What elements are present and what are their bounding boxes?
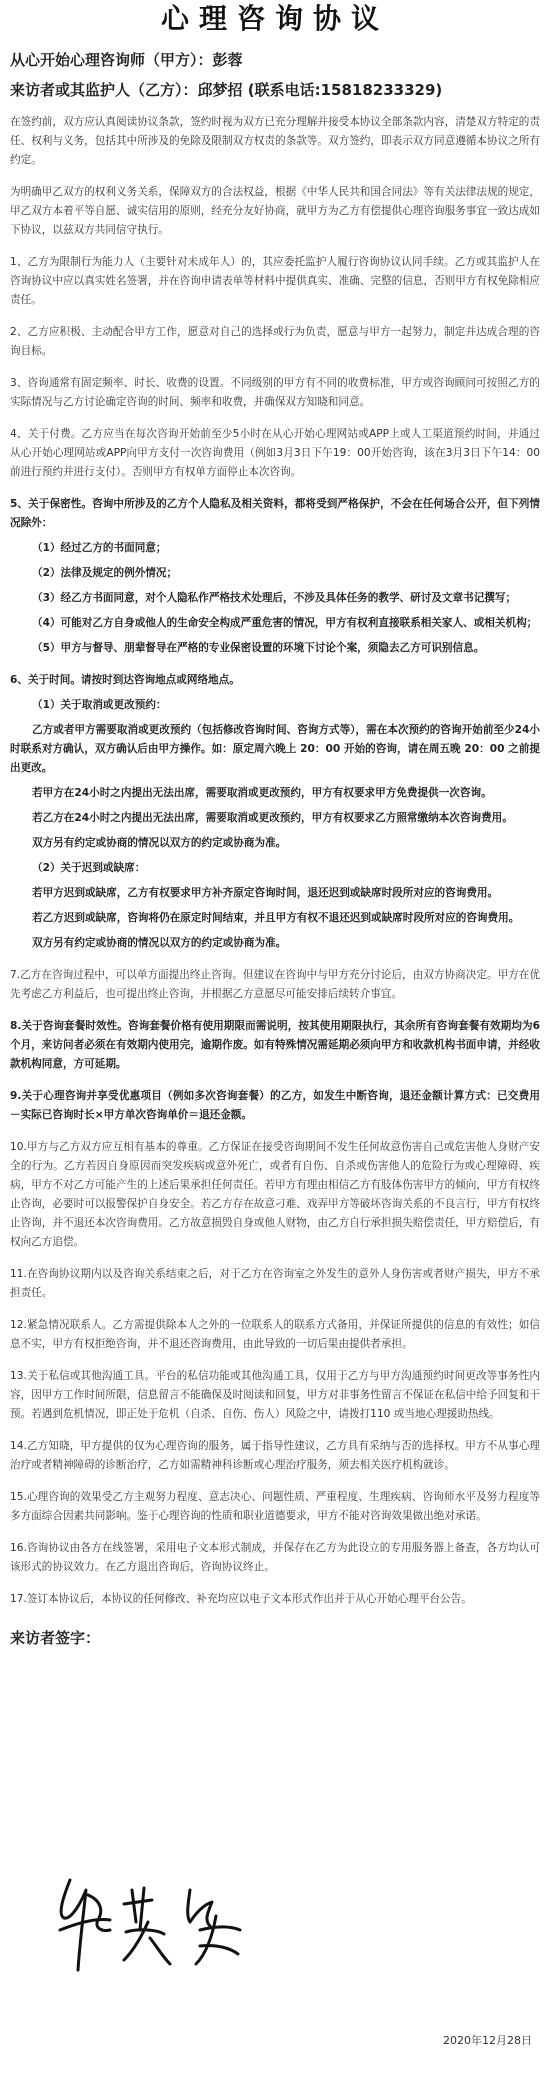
clause-9: 9.关于心理咨询并享受优惠项目（例如多次咨询套餐）的乙方，如发生中断咨询，退还金额计算方式：已交费用－实际已咨询时长×甲方单次咨询单价＝退还金额。 <box>10 1090 540 1121</box>
clause-10: 10.甲方与乙方双方应互相有基本的尊重。乙方保证在接受咨询期间不发生任何故意伤害自己或危害他人身财产安全的行为。乙方若因自身原因而突发疾病或意外死亡，或者有自伤、自杀或伤害他人的危险行为或心理障碍、疾病，甲方不对乙方可能产生的上述后果承担任何责任。若甲方有理由相信乙方有肢体伤害甲方的倾向，甲方有权终止咨询，必要时可以报警保护自身安全。若乙方存在故意刁难、戏弄甲方等破坏咨询关系的不良言行，甲方有权终止咨询，并不退还本次咨询费用。乙方故意损毁自身或他人财物，由乙方自行承担损失赔偿责任，甲方赔偿后，有权向乙方追偿。 <box>10 1141 540 1248</box>
clause-3: 3、咨询通常有固定频率、时长、收费的设置。不同级别的甲方有不同的收费标准，甲方或咨询顾问可按照乙方的实际情况与乙方讨论确定咨询的时间、频率和收费，并确保双方知晓和同意。 <box>10 377 540 408</box>
clause-11: 11.在咨询协议期内以及咨询关系结束之后，对于乙方在咨询室之外发生的意外人身伤害或者财产损失，甲方不承担责任。 <box>10 1268 540 1299</box>
clause-7: 7.乙方在咨询过程中，可以单方面提出终止咨询。但建议在咨询中与甲方充分讨论后，由双方协商决定。甲方在优先考虑乙方利益后，也可提出终止咨询，并根据乙方意愿尽可能安排后续转介事宜。 <box>10 969 540 1000</box>
clause-6-sub-2: （2）关于迟到或缺席： <box>32 862 146 874</box>
clause-6-sub-2-other: 双方另有约定或协商的情况以双方的约定或协商为准。 <box>32 937 287 949</box>
clause-5: 5、关于保密性。咨询中所涉及的乙方个人隐私及相关资料，都将受到严格保护，不会在任何场合公开，但下列情况除外： <box>10 498 540 529</box>
page-title: 心理咨询协议 <box>160 2 389 35</box>
clause-5-item-2: （2）法律及规定的例外情况； <box>32 567 178 579</box>
clause-1: 1、乙方为限制行为能力人（主要针对未成年人）的，其应委托监护人履行咨询协议认同手续。乙方或其监护人在咨询协议中应以真实姓名签署，并在咨询申请表单等材料中提供真实、准确、完整的信息，否则甲方有权免除相应责任。 <box>10 256 540 306</box>
clause-15: 15.心理咨询的效果受乙方主观努力程度、意志决心、问题性质、严重程度、生理疾病、咨询师水平及努力程度等多方面综合因素共同影响。鉴于心理咨询的性质和职业道德要求，甲方不能对咨询效果做出绝对承诺。 <box>10 1491 540 1522</box>
clause-12: 12.紧急情况联系人。乙方需提供除本人之外的一位联系人的联系方式备用，并保证所提供的信息的有效性；如信息不实，甲方有权拒绝咨询，并不退还咨询费用，由此导致的一切后果由提供者承担。 <box>10 1319 540 1350</box>
clause-5-item-1: （1）经过乙方的书面同意； <box>32 542 167 554</box>
clause-13: 13.关于私信或其他沟通工具。平台的私信功能或其他沟通工具，仅用于乙方与甲方沟通预约时间更改等事务性内容，因甲方工作时间所限，信息留言不能确保及时阅读和回复，甲方对非事务性留言不保证在私信中给予回复和干预。若遇到危机情况，即正处于危机（自杀、自伤、伤人）风险之中，请拨打110 或当地心理援助热线。 <box>10 1370 540 1420</box>
preamble-paragraph: 在签约前，双方应认真阅读协议条款，签约时视为双方已充分理解并接受本协议全部条款内容，清楚双方特定的责任、权利与义务，包括其中所涉及的免除及限制双方权责的条款等。双方签约，即表示双方同意遵循本协议之所有约定。 <box>10 116 540 166</box>
handwritten-signature <box>40 1860 270 1990</box>
basis-paragraph: 为明确甲乙双方的权利义务关系，保障双方的合法权益，根据《中华人民共和国合同法》等有关法律法规的规定，甲乙双方本着平等自愿、诚实信用的原则，经充分友好协商，就甲方为乙方有偿提供心理咨询服务事宜一致达成如下协议，以兹双方共同信守执行。 <box>10 186 540 236</box>
clause-2: 2、乙方应积极、主动配合甲方工作，愿意对自己的选择或行为负责，愿意与甲方一起努力，制定并达成合理的咨询目标。 <box>10 326 540 357</box>
clause-17: 17.签订本协议后，本协议的任何修改、补充均应以电子文本形式作出并于从心开始心理平台公告。 <box>10 1593 472 1605</box>
counselor-line: 从心开始心理咨询师（甲方）：彭蓉 <box>10 51 243 69</box>
clause-8: 8.关于咨询套餐时效性。咨询套餐价格有使用期限而需说明，按其使用期限执行，其余所有咨询套餐有效期均为6个月，来访问者必须在有效期内使用完，逾期作废。如有特殊情况需延期必须向甲方和收款机构书面申请，并经收款机构同意，方可延期。 <box>10 1020 540 1070</box>
clause-6-sub-1-text: 乙方或者甲方需要取消或更改预约（包括修改咨询时间、咨询方式等），需在本次预约的咨询开始前至少24小时联系对方确认，双方确认后由甲方操作。如：原定周六晚上 20：00 开始的咨询，请在周五晚 20：00 之前提出更改。 <box>10 724 540 774</box>
clause-6-sub-1-other: 双方另有约定或协商的情况以双方的约定或协商为准。 <box>32 837 287 849</box>
clause-4: 4、关于付费。乙方应当在每次咨询开始前至少5小时在从心开始心理网站或APP上或人工渠道预约时间，并通过从心开始心理网站或APP向甲方支付一次咨询费用（例如3月3日下午19：00开始咨询，该在3月3日下午14：00前进行预约并进行支付）。否则甲方有权单方面停止本次咨询。 <box>10 428 540 478</box>
visitor-signature-label: 来访者签字： <box>10 1629 101 1647</box>
clause-14: 14.乙方知晓，甲方提供的仅为心理咨询的服务，属于指导性建议，乙方具有采纳与否的选择权。甲方不从事心理治疗或者精神障碍的诊断治疗，乙方如需精神科诊断或心理治疗服务，须去相关医疗机构就诊。 <box>10 1440 540 1471</box>
clause-16: 16.咨询协议由各方在线签署，采用电子文本形式制成，并保存在乙方为此设立的专用服务器上备查，各方均认可该形式的协议效力。在乙方退出咨询后，咨询协议终止。 <box>10 1542 540 1573</box>
clause-6: 6、关于时间。请按时到达咨询地点或网络地点。 <box>10 674 240 686</box>
clause-6-sub-1-client: 若乙方在24小时之内提出无法出席，需要取消或更改预约，甲方有权要求乙方照常缴纳本次咨询费用。 <box>32 812 513 824</box>
clause-6-sub-1: （1）关于取消或更改预约： <box>32 699 167 711</box>
clause-5-item-5: （5）甲方与督导、朋辈督导在严格的专业保密设置的环境下讨论个案，须隐去乙方可识别信息。 <box>32 642 485 654</box>
clause-6-sub-1-counselor: 若甲方在24小时之内提出无法出席，需要取消或更改预约，甲方有权要求甲方免费提供一次咨询。 <box>32 787 492 799</box>
clause-5-item-3: （3）经乙方书面同意，对个人隐私作严格技术处理后，不涉及具体任务的教学、研讨及文章书记撰写； <box>32 592 517 604</box>
clause-6-sub-2-client: 若乙方迟到或缺席，咨询将仍在原定时间结束，并且甲方有权不退还迟到或缺席时段所对应的咨询费用。 <box>32 912 520 924</box>
clause-5-item-4: （4）可能对乙方自身或他人的生命安全构成严重危害的情况，甲方有权利直接联系相关家人、或相关机构； <box>32 617 538 629</box>
signing-date: 2020年12月28日 <box>443 2034 532 2047</box>
client-line: 来访者或其监护人（乙方）：邱梦招 (联系电话:15818233329) <box>10 81 443 99</box>
clause-6-sub-2-counselor: 若甲方迟到或缺席，乙方有权要求甲方补齐原定咨询时间，退还迟到或缺席时段所对应的咨询费用。 <box>32 887 499 899</box>
